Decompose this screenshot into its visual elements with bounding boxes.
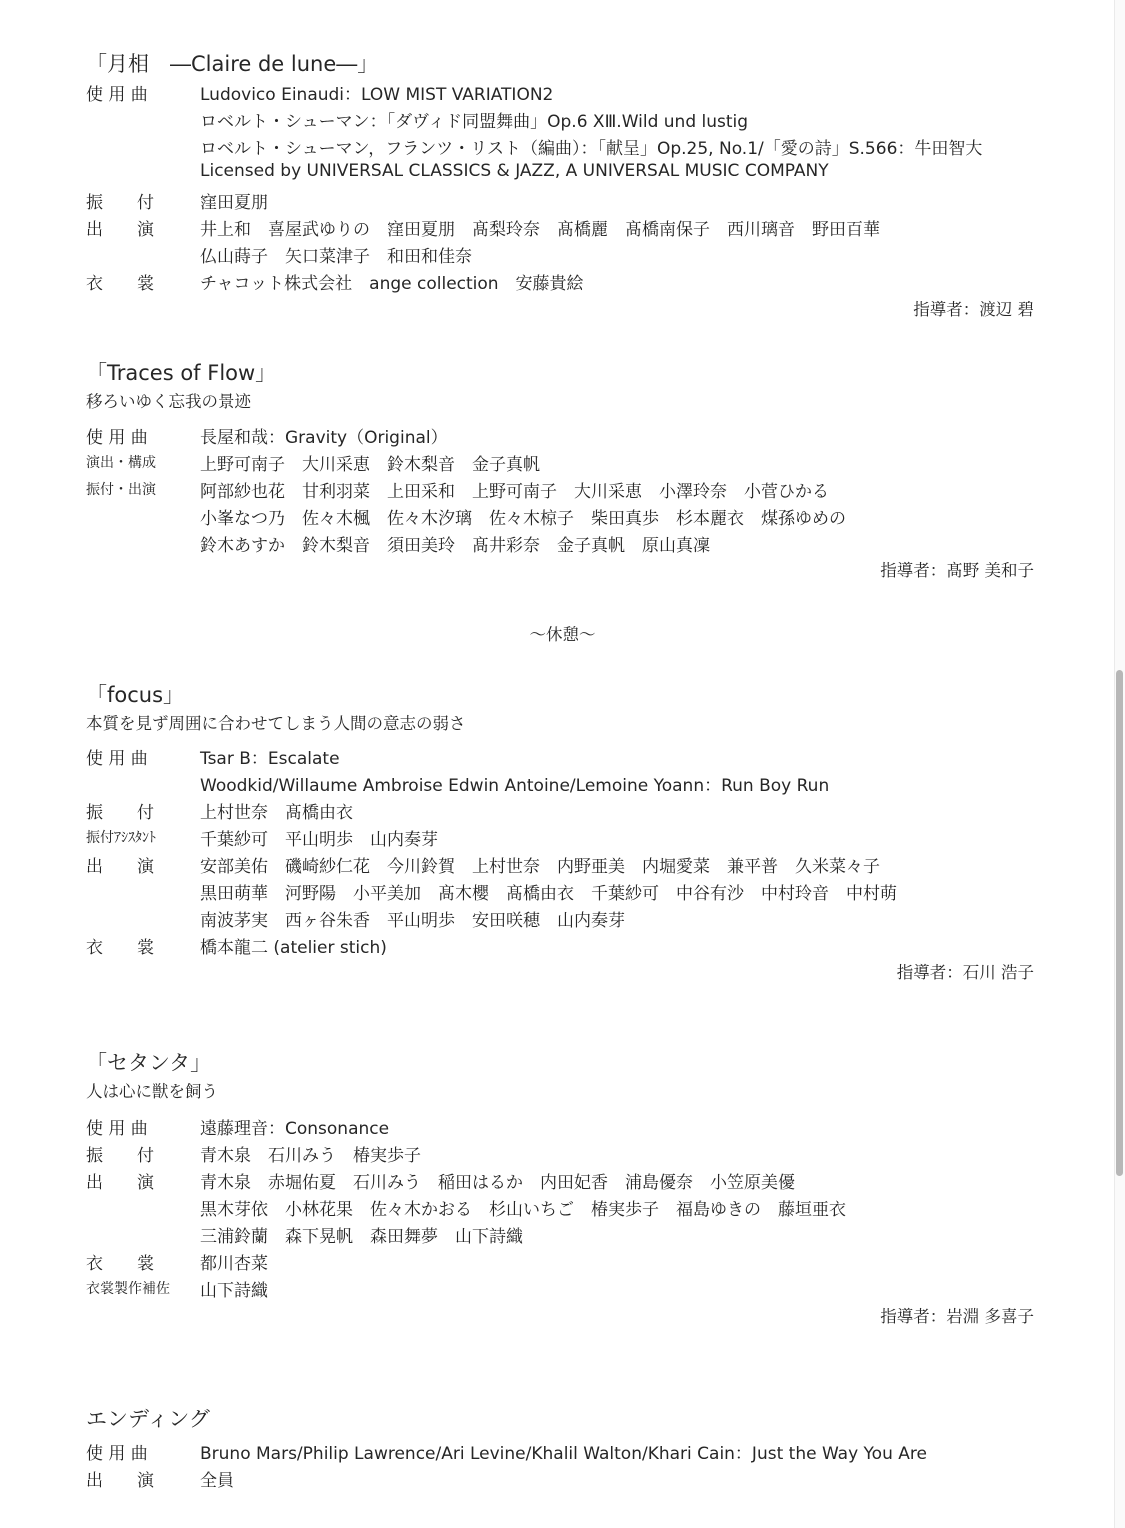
cast-line: 南波茅実 西ヶ谷朱香 平山明歩 安田咲穂 山内奏芽 bbox=[200, 911, 625, 931]
costume-value: チャコット株式会社 ange collection 安藤貴絵 bbox=[200, 274, 584, 294]
music-line: Ludovico Einaudi：LOW MIST VARIATION2 bbox=[200, 85, 554, 105]
choreo-label: 振 付 bbox=[86, 1146, 154, 1166]
costume-assist-row bbox=[86, 1276, 1046, 1302]
music-line: Tsar B：Escalate bbox=[200, 749, 340, 769]
choreo-label: 振 付 bbox=[86, 193, 154, 213]
cast-line: 黒田萌華 河野陽 小平美加 髙木櫻 髙橋由衣 千葉紗可 中谷有沙 中村玲音 中村萌 bbox=[200, 884, 897, 904]
section-subtitle: 移ろいゆく忘我の景迹 bbox=[86, 392, 251, 411]
choreo-value: 上村世奈 髙橋由衣 bbox=[200, 803, 353, 823]
cast-line: 小峯なつ乃 佐々木楓 佐々木汐璃 佐々木椋子 柴田真歩 杉本麗衣 煤孫ゆめの bbox=[200, 509, 846, 529]
assistant-value: 千葉紗可 平山明歩 山内奏芽 bbox=[200, 830, 438, 850]
costume-value: 橋本龍二 (atelier stich) bbox=[200, 938, 387, 958]
direction-label: 演出・構成 bbox=[86, 455, 156, 471]
music-line: ロベルト・シューマン：「ダヴィド同盟舞曲」Op.6 XⅢ.Wild und lustig bbox=[200, 112, 749, 132]
music-row bbox=[86, 423, 1046, 449]
section-title: 「Traces of Flow」 bbox=[86, 361, 277, 385]
music-row bbox=[86, 1114, 1046, 1140]
cast-line: 黒木芽依 小林花果 佐々木かおる 杉山いちご 椿実歩子 福島ゆきの 藤垣亜衣 bbox=[200, 1200, 846, 1220]
choreo-value: 窪田夏朋 bbox=[200, 193, 268, 213]
cast-row bbox=[86, 215, 1046, 267]
cast-row bbox=[86, 1168, 1046, 1247]
cast-label: 出 演 bbox=[86, 1173, 154, 1193]
instructor-credit: 指導者：岩淵 多喜子 bbox=[880, 1307, 1034, 1326]
choreo-cast-row bbox=[86, 477, 1046, 556]
music-label: 使 用 曲 bbox=[86, 428, 148, 448]
costume-label: 衣 裳 bbox=[86, 938, 154, 958]
costume-assist-value: 山下詩織 bbox=[200, 1281, 268, 1301]
costume-row bbox=[86, 269, 1046, 295]
instructor-credit: 指導者：髙野 美和子 bbox=[880, 561, 1034, 580]
choreo-label: 振 付 bbox=[86, 803, 154, 823]
costume-assist-label: 衣裳製作補佐 bbox=[86, 1281, 170, 1297]
music-line: ロベルト・シューマン，フランツ・リスト（編曲）：「献呈」Op.25, No.1/「愛の詩」S.566：牛田智大 bbox=[200, 139, 983, 159]
music-row bbox=[86, 1439, 1046, 1465]
music-line: 長屋和哉：Gravity（Original） bbox=[200, 428, 448, 448]
cast-label: 出 演 bbox=[86, 1471, 154, 1491]
section-title: エンディング bbox=[86, 1407, 210, 1431]
music-row bbox=[86, 80, 1046, 181]
costume-label: 衣 裳 bbox=[86, 274, 154, 294]
scrollbar-thumb[interactable] bbox=[1116, 670, 1123, 1176]
costume-row bbox=[86, 933, 1046, 959]
assistant-row bbox=[86, 825, 1046, 851]
costume-value: 都川杏菜 bbox=[200, 1254, 268, 1274]
direction-value: 上野可南子 大川采恵 鈴木梨音 金子真帆 bbox=[200, 455, 540, 475]
cast-row bbox=[86, 852, 1046, 931]
section-title: 「セタンタ」 bbox=[86, 1051, 212, 1075]
cast-label: 出 演 bbox=[86, 220, 154, 240]
choreo-row bbox=[86, 798, 1046, 824]
assistant-label: 振付ｱｼｽﾀﾝﾄ bbox=[86, 830, 156, 846]
choreo-row bbox=[86, 1141, 1046, 1167]
section-title: 「月相 ―Claire de lune―」 bbox=[86, 52, 379, 76]
scrollbar-track[interactable] bbox=[1114, 0, 1125, 1528]
music-line: 遠藤理音：Consonance bbox=[200, 1119, 390, 1139]
music-row bbox=[86, 744, 1046, 796]
cast-label: 出 演 bbox=[86, 857, 154, 877]
choreo-value: 青木泉 石川みう 椿実歩子 bbox=[200, 1146, 421, 1166]
instructor-credit: 指導者：渡辺 碧 bbox=[913, 300, 1034, 319]
section-subtitle: 人は心に獣を飼う bbox=[86, 1082, 218, 1101]
costume-row bbox=[86, 1249, 1046, 1275]
cast-value: 全員 bbox=[200, 1471, 234, 1491]
music-label: 使 用 曲 bbox=[86, 749, 148, 769]
costume-label: 衣 裳 bbox=[86, 1254, 154, 1274]
cast-line: 井上和 喜屋武ゆりの 窪田夏朋 髙梨玲奈 髙橋麗 髙橋南保子 西川璃音 野田百華 bbox=[200, 220, 880, 240]
cast-line: 阿部紗也花 甘利羽菜 上田采和 上野可南子 大川采恵 小澤玲奈 小菅ひかる bbox=[200, 482, 829, 502]
cast-row bbox=[86, 1466, 1046, 1492]
choreo-cast-label: 振付・出演 bbox=[86, 482, 156, 498]
music-label: 使 用 曲 bbox=[86, 85, 148, 105]
music-line: Licensed by UNIVERSAL CLASSICS & JAZZ, A UNIVERSAL MUSIC COMPANY bbox=[200, 161, 829, 181]
instructor-credit: 指導者：石川 浩子 bbox=[896, 963, 1034, 982]
choreo-row bbox=[86, 188, 1046, 214]
cast-line: 鈴木あすか 鈴木梨音 須田美玲 髙井彩奈 金子真帆 原山真凜 bbox=[200, 536, 710, 556]
section-subtitle: 本質を見ず周囲に合わせてしまう人間の意志の弱さ bbox=[86, 714, 466, 733]
cast-line: 安部美佑 磯崎紗仁花 今川鈴賀 上村世奈 内野亜美 内堀愛菜 兼平普 久米菜々子 bbox=[200, 857, 880, 877]
music-line: Woodkid/Willaume Ambroise Edwin Antoine/Lemoine Yoann：Run Boy Run bbox=[200, 776, 830, 796]
direction-row bbox=[86, 450, 1046, 476]
cast-line: 三浦鈴蘭 森下晃帆 森田舞夢 山下詩織 bbox=[200, 1227, 523, 1247]
music-line: Bruno Mars/Philip Lawrence/Ari Levine/Khalil Walton/Khari Cain：Just the Way You Are bbox=[200, 1444, 927, 1464]
music-label: 使 用 曲 bbox=[86, 1119, 148, 1139]
cast-line: 仏山蒔子 矢口菜津子 和田和佳奈 bbox=[200, 247, 472, 267]
music-label: 使 用 曲 bbox=[86, 1444, 148, 1464]
intermission-label: ～休憩～ bbox=[529, 625, 596, 644]
section-title: 「focus」 bbox=[86, 683, 185, 707]
cast-line: 青木泉 赤堀佑夏 石川みう 稲田はるか 内田妃香 浦島優奈 小笠原美優 bbox=[200, 1173, 795, 1193]
